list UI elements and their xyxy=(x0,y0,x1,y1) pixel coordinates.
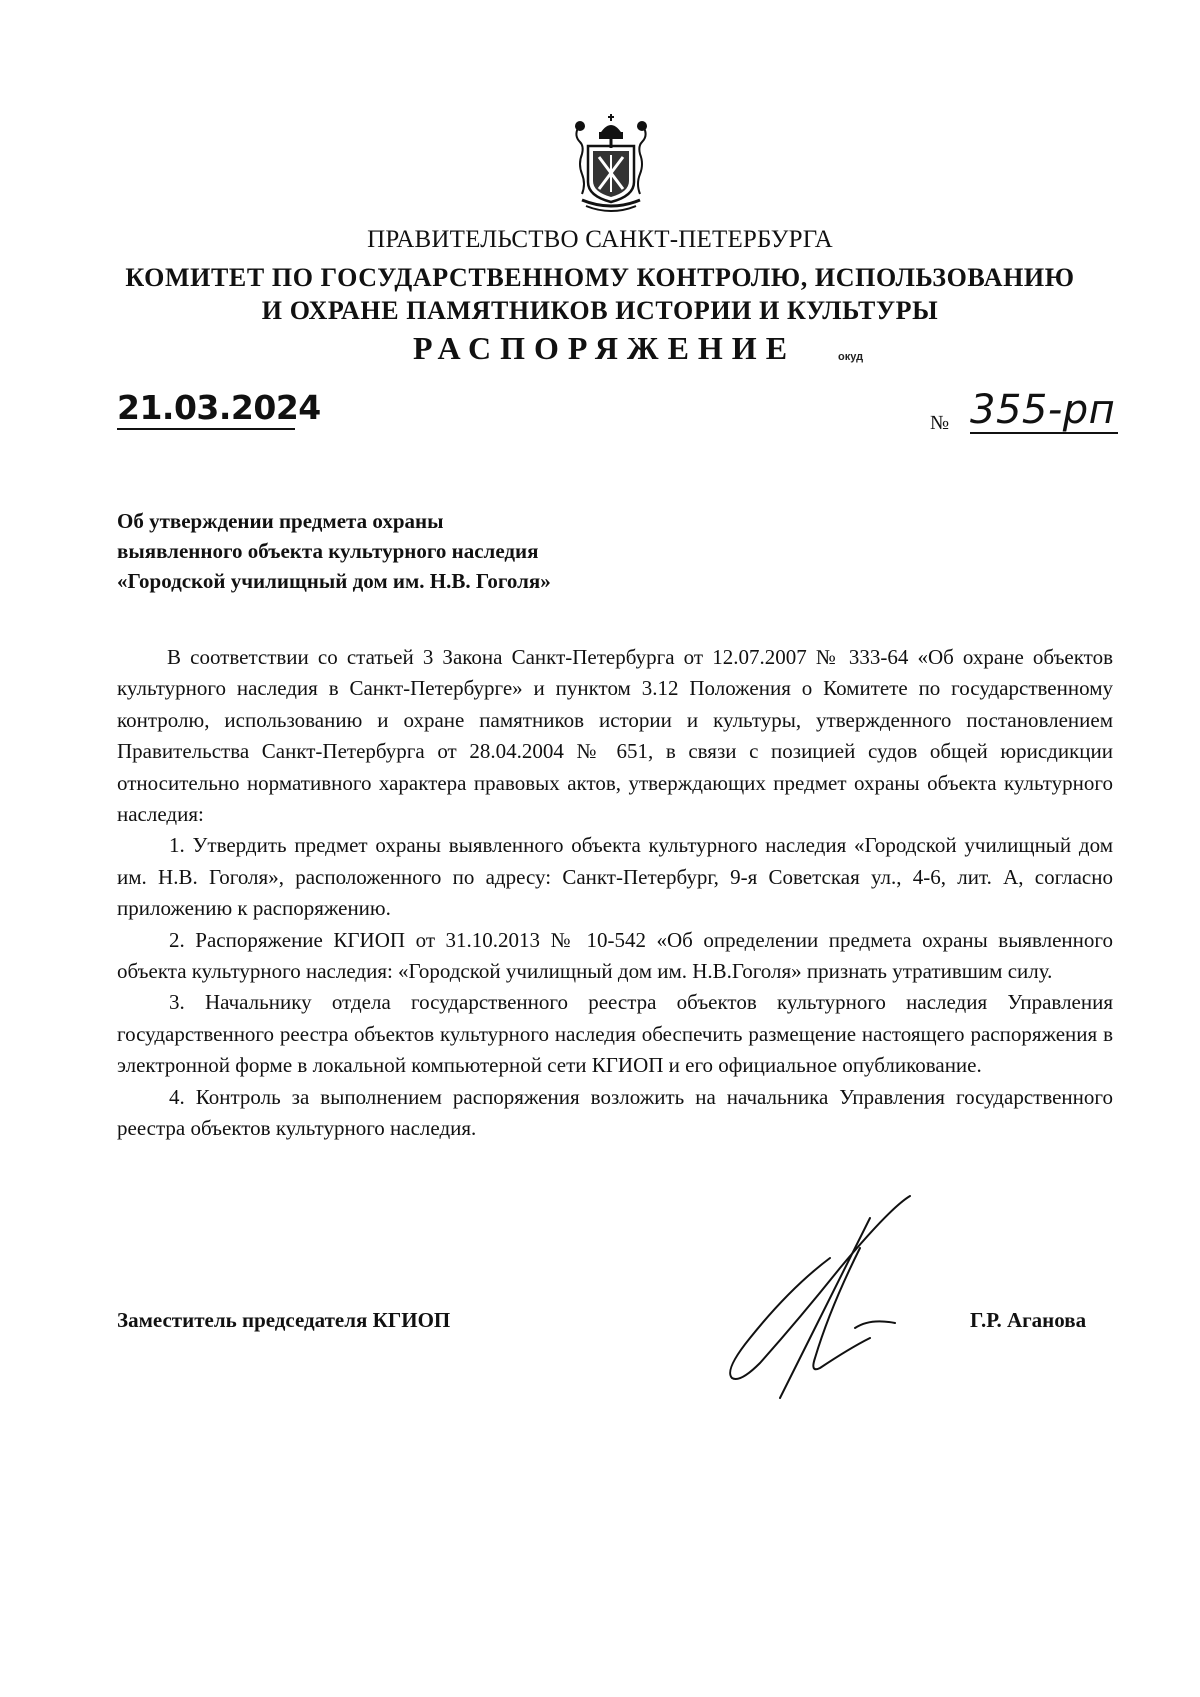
committee-name-line-1: КОМИТЕТ ПО ГОСУДАРСТВЕННОМУ КОНТРОЛЮ, ИСПОЛЬЗОВАНИЮ xyxy=(125,263,1075,292)
document-date: 21.03.2024 xyxy=(117,388,295,430)
coat-of-arms-icon xyxy=(572,112,650,216)
item-4-paragraph: 4. Контроль за выполнением распоряжения возложить на начальника Управления государственного реестра объектов культурного наследия. xyxy=(117,1084,1113,1141)
subject-line-1: Об утверждении предмета охраны xyxy=(117,509,444,533)
signer-name: Г.Р. Аганова xyxy=(970,1308,1087,1332)
preamble-paragraph: В соответствии со статьей 3 Закона Санкт-Петербурга от 12.07.2007 № 333-64 «Об охране объектов культурного наследия в Санкт-Петербурге» и пунктом 3.12 Положения о Комитете по государственному контролю, использованию и охране памятников истории и культуры, утвержденного постановлением Правительства Санкт-Петербурга от 28.04.2004 № 651, в связи с позицией судов общей юрисдикции относительно нормативного характера правовых актов, утверждающих предмет охраны объекта культурного наследия: xyxy=(117,645,1113,827)
committee-name-line-2: И ОХРАНЕ ПАМЯТНИКОВ ИСТОРИИ И КУЛЬТУРЫ xyxy=(261,296,939,325)
okud-label: окуд xyxy=(838,351,864,363)
item-3-paragraph: 3. Начальнику отдела государственного реестра объектов культурного наследия Управления государственного реестра объектов культурного наследия обеспечить размещение настоящего распоряжения в электронной форме в локальной компьютерной сети КГИОП и его официальное опубликование. xyxy=(117,990,1113,1078)
document-number: 355-рп xyxy=(970,388,1118,434)
subject-line-3: «Городской училищный дом им. Н.В. Гоголя» xyxy=(117,569,551,593)
handwritten-signature-icon xyxy=(720,1188,930,1403)
document-subject xyxy=(117,506,551,596)
government-name: ПРАВИТЕЛЬСТВО САНКТ-ПЕТЕРБУРГА xyxy=(367,226,833,253)
document-body xyxy=(117,642,1113,1145)
subject-line-2: выявленного объекта культурного наследия xyxy=(117,539,539,563)
item-2-paragraph: 2. Распоряжение КГИОП от 31.10.2013 № 10-542 «Об определении предмета охраны выявленного объекта культурного наследия: «Городской училищный дом им. Н.В.Гоголя» признать утратившим силу. xyxy=(117,927,1113,984)
signer-title: Заместитель председателя КГИОП xyxy=(117,1308,451,1332)
number-prefix: № xyxy=(930,412,950,434)
document-type: РАСПОРЯЖЕНИЕ xyxy=(413,330,797,366)
item-1-paragraph: 1. Утвердить предмет охраны выявленного объекта культурного наследия «Городской училищный дом им. Н.В. Гоголя», расположенного по адресу: Санкт-Петербург, 9-я Советская ул., 4-6, лит. А, согласно приложению к распоряжению. xyxy=(117,833,1113,921)
